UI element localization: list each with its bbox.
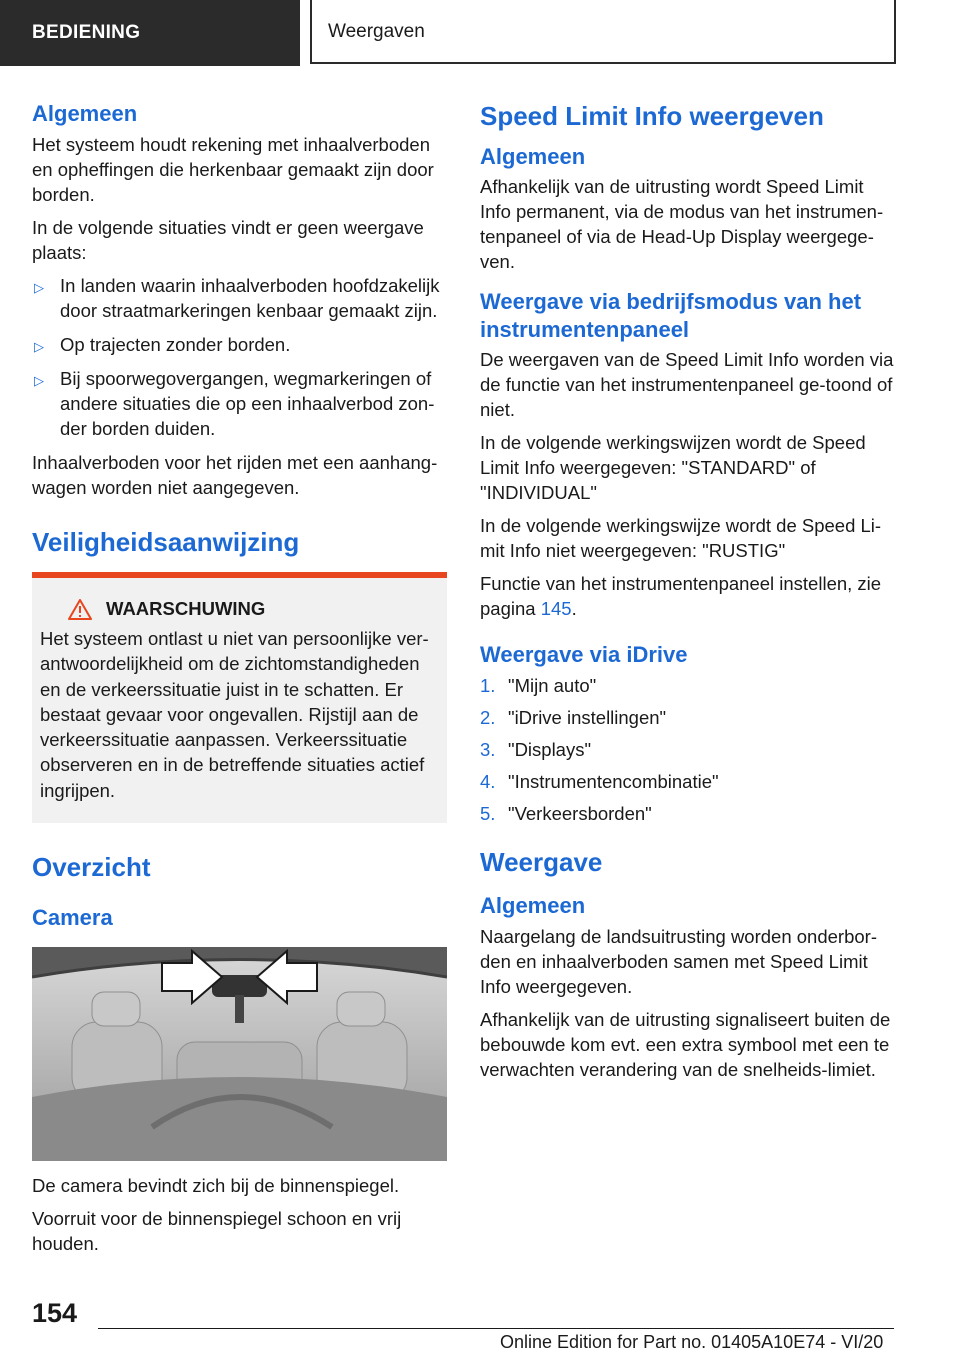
section-label: BEDIENING <box>0 0 300 66</box>
heading-camera: Camera <box>32 904 113 930</box>
heading-algemeen: Algemeen <box>480 893 586 918</box>
list-item: ▷ Bij spoorwegovergangen, wegmarkeringen of andere situaties die op een inhaalverbod zon-der borden duiden. <box>34 367 435 439</box>
page-link[interactable]: 145 <box>540 598 572 619</box>
list-item: 4. "Instrumentencombinatie" <box>480 770 719 792</box>
warning-text: Het systeem ontlast u niet van persoonlijke ver-antwoordelijkheid om de zichtomstandigheden en de verkeerssituatie juist in te schatten. Er bestaat gevaar voor ongevallen. Rijstijl aan de verkeerssituatie aanpassen. Verkeerssituatie observeren en in de betreffende situaties actief ingrijpen. <box>40 628 429 801</box>
heading-algemeen: Algemeen <box>32 101 138 126</box>
paragraph: Inhaalverboden voor het rijden met een aanhang-wagen worden niet aangegeven. <box>32 451 438 498</box>
warning-box <box>32 572 447 823</box>
paragraph: Voorruit voor de binnenspiegel schoon en vrij houden. <box>32 1208 402 1255</box>
triangle-bullet-icon: ▷ <box>34 279 44 295</box>
paragraph: Het systeem houdt rekening met inhaalverboden en opheffingen die herkenbaar gemaakt zijn door borden. <box>32 133 434 205</box>
heading-overzicht: Overzicht <box>32 852 151 883</box>
bullet-list <box>32 273 447 441</box>
paragraph: In de volgende werkingswijze wordt de Speed Li-mit Info niet weergegeven: "RUSTIG" <box>480 515 882 561</box>
list-item: 3. "Displays" <box>480 738 592 760</box>
heading-bedrijfsmodus: Weergave via bedrijfsmodus van het instrumentenpaneel <box>480 289 862 342</box>
page-number: 154 <box>32 1298 78 1328</box>
step-list <box>480 673 895 826</box>
right-column <box>480 100 895 1090</box>
triangle-bullet-icon: ▷ <box>34 338 44 354</box>
paragraph: In de volgende werkingswijzen wordt de Speed Limit Info weergegeven: "STANDARD" of "INDIVIDUAL" <box>480 432 866 503</box>
paragraph: Afhankelijk van de uitrusting signaliseert buiten de bebouwde kom evt. een extra symbool met een te verwachten verandering van de snelheids-limiet. <box>480 1008 891 1080</box>
paragraph: De weergaven van de Speed Limit Info worden via de functie van het instrumentenpaneel ge-toond of niet. <box>480 349 894 420</box>
page-footer <box>0 1288 960 1362</box>
page-header <box>0 0 960 66</box>
heading-weergave: Weergave <box>480 846 603 877</box>
chapter-label: Weergaven <box>310 0 896 64</box>
list-item: 5. "Verkeersborden" <box>480 802 652 824</box>
heading-idrive: Weergave via iDrive <box>480 642 688 667</box>
list-item: ▷ Op trajecten zonder borden. <box>32 332 447 357</box>
footer-divider <box>98 1328 894 1329</box>
list-item: ▷ In landen waarin inhaalverboden hoofdzakelijk door straatmarkeringen kenbaar gemaakt zijn. <box>34 274 440 321</box>
paragraph: Functie van het instrumentenpaneel instellen, zie pagina 145. <box>480 573 882 619</box>
triangle-bullet-icon: ▷ <box>34 372 44 388</box>
warning-triangle-icon <box>68 599 92 620</box>
heading-speed-limit-info: Speed Limit Info weergeven <box>480 101 824 131</box>
paragraph: Afhankelijk van de uitrusting wordt Speed Limit Info permanent, via de modus van het instrumen-tenpaneel of via de Head-Up Display weergege-ven. <box>480 176 884 272</box>
paragraph: De camera bevindt zich bij de binnenspiegel. <box>32 1175 400 1197</box>
heading-algemeen: Algemeen <box>480 143 586 169</box>
warning-title: WAARSCHUWING <box>40 598 439 620</box>
camera-illustration <box>32 947 447 1161</box>
paragraph: Naargelang de landsuitrusting worden onderbor-den en inhaalverboden samen met Speed Limit Info weergegeven. <box>480 925 877 997</box>
edition-text: Online Edition for Part no. 01405A10E74 - VI/20 <box>500 1332 884 1352</box>
paragraph: In de volgende situaties vindt er geen weergave plaats: <box>32 216 424 263</box>
left-column <box>32 100 447 1264</box>
list-item: 2. "iDrive instellingen" <box>480 706 667 728</box>
list-item: 1. "Mijn auto" <box>480 674 597 696</box>
heading-veiligheid: Veiligheidsaanwijzing <box>32 526 300 557</box>
